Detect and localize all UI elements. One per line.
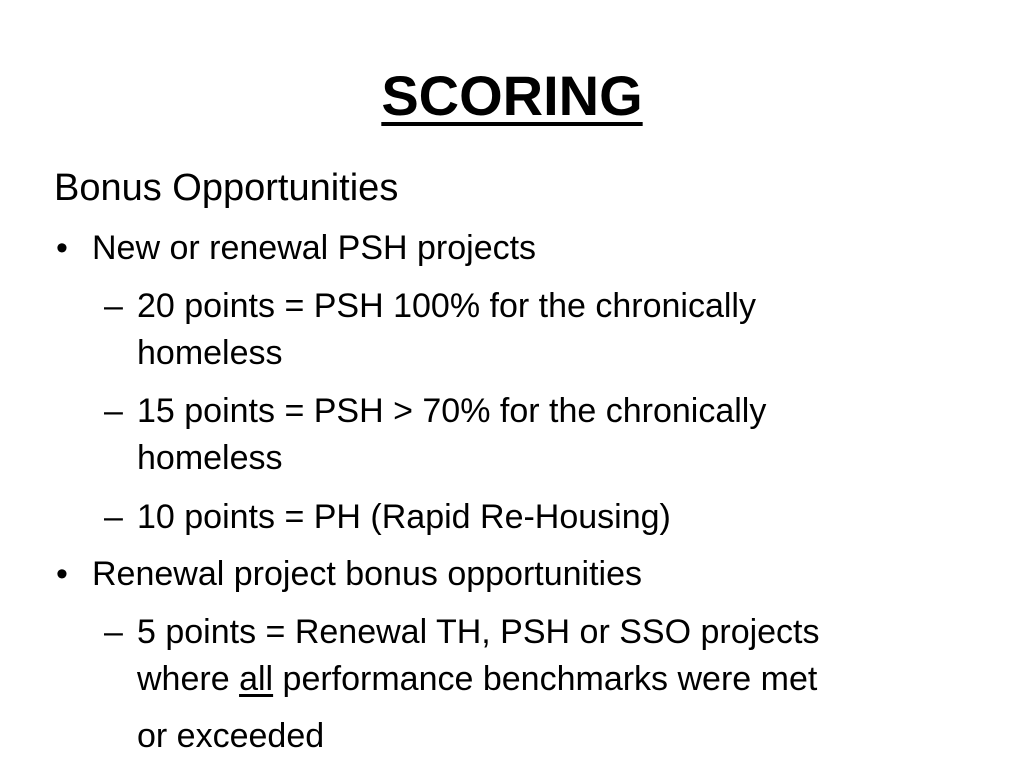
- sub-item-text: where: [137, 660, 240, 698]
- sub-item-line: homeless: [137, 334, 283, 372]
- dash-icon: –: [104, 613, 123, 651]
- emphasis-text: all: [239, 660, 274, 698]
- sub-item-line: 5 points = Renewal TH, PSH or SSO projects: [137, 613, 820, 651]
- dash-icon: –: [104, 498, 123, 536]
- sub-item-text: performance benchmarks were met: [273, 660, 818, 698]
- bullet-item: [56, 226, 536, 270]
- slide-title: SCORING: [381, 64, 643, 127]
- sub-item-line: homeless: [137, 439, 283, 477]
- dash-icon: –: [104, 392, 123, 430]
- subheading: Bonus Opportunities: [54, 167, 399, 209]
- bullet-icon: •: [56, 555, 68, 593]
- sub-item: [104, 283, 937, 377]
- bullet-icon: •: [56, 229, 68, 267]
- sub-item-line: 10 points = PH (Rapid Re-Housing): [137, 498, 671, 536]
- sub-item: [104, 494, 937, 541]
- bullet-text: New or renewal PSH projects: [92, 229, 537, 267]
- sub-item: [104, 609, 937, 760]
- sub-item: [104, 388, 937, 482]
- sub-item-line: 15 points = PSH > 70% for the chronically: [137, 392, 767, 430]
- bullet-text: Renewal project bonus opportunities: [92, 555, 643, 593]
- sub-item-line: or exceeded: [137, 717, 325, 755]
- sub-item-line: [137, 656, 937, 703]
- sub-item-line: 20 points = PSH 100% for the chronically: [137, 287, 756, 325]
- bullet-item: [56, 552, 642, 596]
- dash-icon: –: [104, 287, 123, 325]
